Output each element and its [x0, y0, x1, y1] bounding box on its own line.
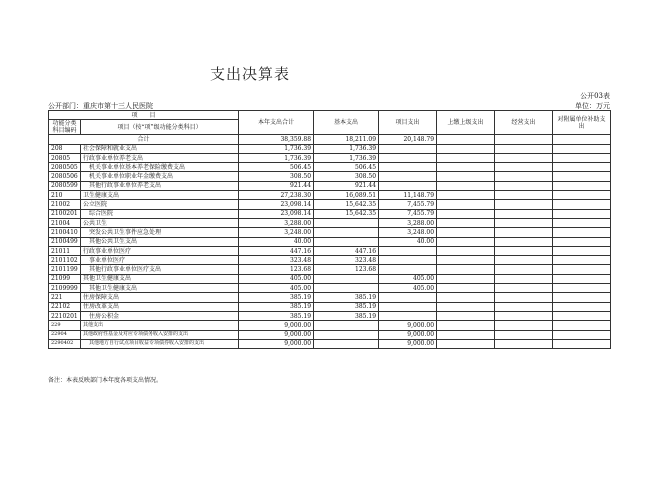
- table-row: [49, 172, 611, 181]
- table-row: [49, 284, 611, 293]
- row-business: [495, 191, 553, 200]
- row-code: 21099: [49, 274, 81, 283]
- row-name: 行政事业单位医疗: [81, 246, 239, 255]
- row-upper: [437, 321, 495, 330]
- row-total: 405.00: [239, 284, 314, 293]
- row-project: 405.00: [379, 284, 437, 293]
- table-row: [49, 311, 611, 320]
- header-total: 本年支出合计: [239, 111, 314, 135]
- row-name: 其他支出: [81, 321, 239, 330]
- row-project: 9,000.00: [379, 321, 437, 330]
- row-upper: [437, 200, 495, 209]
- header-item: 项 目: [49, 111, 239, 120]
- header-project: 项目支出: [379, 111, 437, 135]
- row-name: 公立医院: [81, 200, 239, 209]
- row-upper: [437, 209, 495, 218]
- row-code: 2100410: [49, 228, 81, 237]
- row-total: 323.48: [239, 256, 314, 265]
- row-upper: [437, 144, 495, 153]
- row-subsidy: [553, 228, 611, 237]
- row-total: 3,288.00: [239, 218, 314, 227]
- row-name: 住房改革支出: [81, 302, 239, 311]
- row-project: 40.00: [379, 237, 437, 246]
- row-code: 2109999: [49, 284, 81, 293]
- row-total: 3,248.00: [239, 228, 314, 237]
- row-upper: [437, 265, 495, 274]
- table-row: [49, 209, 611, 218]
- row-name: 其他公共卫生支出: [81, 237, 239, 246]
- row-basic: 921.44: [314, 181, 379, 190]
- row-code: 2080599: [49, 181, 81, 190]
- row-basic: 447.16: [314, 246, 379, 255]
- row-project: 3,288.00: [379, 218, 437, 227]
- total-business: [495, 135, 553, 144]
- row-total: 506.45: [239, 163, 314, 172]
- row-basic: [314, 330, 379, 339]
- row-total: 405.00: [239, 274, 314, 283]
- expenditure-table: [48, 110, 611, 349]
- row-project: [379, 256, 437, 265]
- row-business: [495, 228, 553, 237]
- row-subsidy: [553, 218, 611, 227]
- row-subsidy: [553, 256, 611, 265]
- row-total: 921.44: [239, 181, 314, 190]
- row-code: 22102: [49, 302, 81, 311]
- row-total: 385.19: [239, 302, 314, 311]
- row-subsidy: [553, 265, 611, 274]
- row-basic: 1,736.39: [314, 153, 379, 162]
- row-upper: [437, 293, 495, 302]
- row-name: 卫生健康支出: [81, 191, 239, 200]
- table-row: [49, 237, 611, 246]
- row-business: [495, 265, 553, 274]
- unit-label: 单位：万元: [575, 102, 610, 110]
- row-project: [379, 302, 437, 311]
- row-project: [379, 153, 437, 162]
- row-basic: [314, 321, 379, 330]
- row-project: 9,000.00: [379, 339, 437, 348]
- row-business: [495, 321, 553, 330]
- row-code: 2101199: [49, 265, 81, 274]
- row-total: 385.19: [239, 293, 314, 302]
- row-upper: [437, 256, 495, 265]
- row-code: 229: [49, 321, 81, 330]
- row-subsidy: [553, 330, 611, 339]
- row-upper: [437, 330, 495, 339]
- page-title: 支出决算表: [209, 65, 290, 83]
- row-code: 2101102: [49, 256, 81, 265]
- row-total: 1,736.39: [239, 144, 314, 153]
- table-row: [49, 321, 611, 330]
- total-upper: [437, 135, 495, 144]
- row-business: [495, 339, 553, 348]
- row-project: [379, 293, 437, 302]
- row-code: 208: [49, 144, 81, 153]
- row-code: 2080506: [49, 172, 81, 181]
- row-basic: [314, 218, 379, 227]
- table-row: [49, 218, 611, 227]
- row-subsidy: [553, 172, 611, 181]
- table-row: [49, 293, 611, 302]
- row-project: [379, 172, 437, 181]
- row-upper: [437, 246, 495, 255]
- row-total: 23,098.14: [239, 200, 314, 209]
- row-business: [495, 311, 553, 320]
- row-project: [379, 311, 437, 320]
- row-total: 9,000.00: [239, 321, 314, 330]
- row-business: [495, 293, 553, 302]
- table-row: [49, 163, 611, 172]
- header-code: 功能分类科目编码: [49, 120, 81, 135]
- row-basic: [314, 274, 379, 283]
- row-subsidy: [553, 274, 611, 283]
- row-basic: 385.19: [314, 293, 379, 302]
- row-name: 其他行政事业单位医疗支出: [81, 265, 239, 274]
- row-code: 2290402: [49, 339, 81, 348]
- row-total: 40.00: [239, 237, 314, 246]
- header-business: 经营支出: [495, 111, 553, 135]
- table-row: [49, 200, 611, 209]
- row-subsidy: [553, 209, 611, 218]
- row-name: 机关事业单位基本养老保险缴费支出: [81, 163, 239, 172]
- row-business: [495, 209, 553, 218]
- header-subsidy: 对附属单位补助支出: [553, 111, 611, 135]
- row-business: [495, 218, 553, 227]
- row-subsidy: [553, 163, 611, 172]
- table-row: [49, 302, 611, 311]
- row-name: 其他行政事业单位养老支出: [81, 181, 239, 190]
- table-row: [49, 246, 611, 255]
- row-upper: [437, 181, 495, 190]
- row-subsidy: [553, 321, 611, 330]
- row-code: 2210201: [49, 311, 81, 320]
- table-body: [49, 135, 611, 349]
- row-subsidy: [553, 191, 611, 200]
- row-total: 9,000.00: [239, 339, 314, 348]
- table-row: [49, 153, 611, 162]
- row-upper: [437, 228, 495, 237]
- row-basic: 506.45: [314, 163, 379, 172]
- total-total: 38,359.88: [239, 135, 314, 144]
- row-code: 21011: [49, 246, 81, 255]
- department-label: 公开部门：重庆市第十三人民医院: [48, 102, 153, 110]
- row-subsidy: [553, 339, 611, 348]
- table-row: [49, 256, 611, 265]
- row-code: 2080505: [49, 163, 81, 172]
- row-name: 行政事业单位养老支出: [81, 153, 239, 162]
- row-subsidy: [553, 302, 611, 311]
- row-code: 2100499: [49, 237, 81, 246]
- row-upper: [437, 302, 495, 311]
- row-name: 事业单位医疗: [81, 256, 239, 265]
- row-code: 221: [49, 293, 81, 302]
- table-row: [49, 191, 611, 200]
- row-upper: [437, 284, 495, 293]
- header-name: 项目（按“项”级功能分类科目）: [81, 120, 239, 135]
- row-total: 123.68: [239, 265, 314, 274]
- table-number: 公开03表: [580, 92, 610, 100]
- total-basic: 18,211.09: [314, 135, 379, 144]
- row-total: 9,000.00: [239, 330, 314, 339]
- row-name: 住房公积金: [81, 311, 239, 320]
- row-upper: [437, 274, 495, 283]
- row-project: 9,000.00: [379, 330, 437, 339]
- row-subsidy: [553, 200, 611, 209]
- row-name: 突发公共卫生事件应急处理: [81, 228, 239, 237]
- table-row: [49, 265, 611, 274]
- row-business: [495, 153, 553, 162]
- row-total: 447.16: [239, 246, 314, 255]
- row-name: 住房保障支出: [81, 293, 239, 302]
- row-subsidy: [553, 237, 611, 246]
- row-business: [495, 200, 553, 209]
- row-basic: [314, 237, 379, 246]
- row-business: [495, 246, 553, 255]
- row-project: 3,248.00: [379, 228, 437, 237]
- row-code: 22904: [49, 330, 81, 339]
- row-basic: 385.19: [314, 302, 379, 311]
- row-business: [495, 330, 553, 339]
- row-upper: [437, 339, 495, 348]
- row-name: 综合医院: [81, 209, 239, 218]
- row-code: 20805: [49, 153, 81, 162]
- row-basic: 15,642.35: [314, 200, 379, 209]
- row-name: 机关事业单位职业年金缴费支出: [81, 172, 239, 181]
- row-upper: [437, 311, 495, 320]
- row-upper: [437, 218, 495, 227]
- row-business: [495, 274, 553, 283]
- row-basic: 16,089.51: [314, 191, 379, 200]
- row-subsidy: [553, 293, 611, 302]
- row-upper: [437, 163, 495, 172]
- row-name: 其他地方自行试点项目收益专项债券收入安排的支出: [81, 339, 239, 348]
- row-business: [495, 163, 553, 172]
- row-upper: [437, 172, 495, 181]
- row-basic: 123.68: [314, 265, 379, 274]
- row-business: [495, 144, 553, 153]
- row-subsidy: [553, 181, 611, 190]
- row-basic: [314, 228, 379, 237]
- total-row: [49, 135, 611, 144]
- row-name: 其他卫生健康支出: [81, 284, 239, 293]
- row-name: 其他政府性基金及对应专项债务收入安排的支出: [81, 330, 239, 339]
- row-name: 社会保障和就业支出: [81, 144, 239, 153]
- row-project: 7,455.79: [379, 209, 437, 218]
- row-subsidy: [553, 144, 611, 153]
- row-project: [379, 246, 437, 255]
- table-row: [49, 330, 611, 339]
- row-project: [379, 163, 437, 172]
- total-label: 合计: [49, 135, 239, 144]
- row-business: [495, 237, 553, 246]
- row-basic: 1,736.39: [314, 144, 379, 153]
- header-basic: 基本支出: [314, 111, 379, 135]
- row-upper: [437, 237, 495, 246]
- row-project: [379, 181, 437, 190]
- footnote: 备注：本表反映部门本年度各项支出情况。: [48, 377, 163, 384]
- row-total: 23,098.14: [239, 209, 314, 218]
- row-business: [495, 302, 553, 311]
- row-total: 1,736.39: [239, 153, 314, 162]
- header-upper: 上缴上级支出: [437, 111, 495, 135]
- row-code: 21002: [49, 200, 81, 209]
- row-project: 11,148.79: [379, 191, 437, 200]
- row-business: [495, 172, 553, 181]
- row-code: 210: [49, 191, 81, 200]
- row-total: 385.19: [239, 311, 314, 320]
- row-subsidy: [553, 153, 611, 162]
- table-row: [49, 339, 611, 348]
- row-code: 2100201: [49, 209, 81, 218]
- total-project: 20,148.79: [379, 135, 437, 144]
- row-business: [495, 256, 553, 265]
- row-subsidy: [553, 246, 611, 255]
- row-basic: [314, 284, 379, 293]
- row-total: 308.50: [239, 172, 314, 181]
- row-business: [495, 181, 553, 190]
- row-project: [379, 144, 437, 153]
- row-project: 7,455.79: [379, 200, 437, 209]
- row-total: 27,238.30: [239, 191, 314, 200]
- table-row: [49, 181, 611, 190]
- row-project: [379, 265, 437, 274]
- row-project: 405.00: [379, 274, 437, 283]
- table-row: [49, 228, 611, 237]
- row-basic: 385.19: [314, 311, 379, 320]
- row-name: 其他卫生健康支出: [81, 274, 239, 283]
- row-basic: [314, 339, 379, 348]
- row-basic: 308.50: [314, 172, 379, 181]
- row-basic: 15,642.35: [314, 209, 379, 218]
- row-subsidy: [553, 284, 611, 293]
- row-code: 21004: [49, 218, 81, 227]
- table-row: [49, 144, 611, 153]
- row-upper: [437, 153, 495, 162]
- row-business: [495, 284, 553, 293]
- table-row: [49, 274, 611, 283]
- row-basic: 323.48: [314, 256, 379, 265]
- row-upper: [437, 191, 495, 200]
- row-subsidy: [553, 311, 611, 320]
- total-subsidy: [553, 135, 611, 144]
- row-name: 公共卫生: [81, 218, 239, 227]
